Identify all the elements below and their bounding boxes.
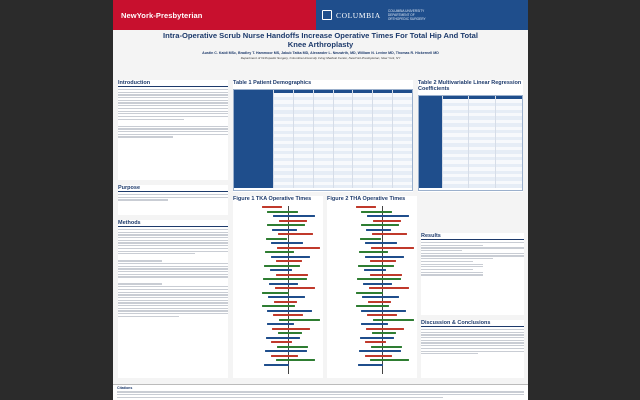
plot-bar	[365, 355, 393, 357]
plot-bar	[277, 247, 320, 249]
plot-bar	[269, 283, 299, 285]
plot-bar	[371, 247, 414, 249]
university-name: COLUMBIA	[336, 10, 381, 20]
plot-bar	[278, 332, 302, 334]
plot-bar	[361, 323, 388, 325]
plot-bar	[372, 332, 396, 334]
plot-bar	[357, 278, 400, 280]
affiliation: Department of Orthopedic Surgery, Columbia University Irving Medical Center, NewYork-Presbyterian, New York, NY	[240, 56, 401, 60]
plot-bar	[263, 278, 306, 280]
table2-title: Table 2 Multivariable Linear Regression Coefficients	[418, 80, 522, 92]
results-heading: Results	[421, 233, 524, 240]
plot-bar	[359, 350, 401, 352]
plot-bar	[356, 292, 382, 294]
plot-bar	[262, 206, 283, 208]
figure1-forest-plot	[237, 206, 319, 374]
plot-bar	[358, 364, 383, 366]
plot-bar	[371, 346, 402, 348]
citations-panel	[113, 384, 528, 400]
plot-bar	[270, 269, 292, 271]
table-row	[234, 185, 412, 188]
table1-panel	[233, 80, 413, 192]
table-row	[419, 184, 522, 187]
plot-bar	[262, 292, 288, 294]
plot-bar	[365, 256, 404, 258]
plot-bar	[271, 242, 303, 244]
plot-bar	[370, 260, 395, 262]
plot-bar	[356, 206, 377, 208]
plot-bar	[356, 305, 390, 307]
plot-bar	[360, 238, 381, 240]
plot-bar	[272, 229, 297, 231]
methods-heading: Methods	[118, 220, 228, 227]
plot-bar	[266, 238, 287, 240]
plot-bar	[361, 211, 392, 213]
plot-bar	[364, 269, 386, 271]
plot-bar	[366, 229, 391, 231]
plot-bar	[363, 283, 393, 285]
results-panel	[421, 233, 524, 315]
plot-bar	[279, 319, 320, 321]
plot-bar	[264, 265, 300, 267]
plot-bar	[373, 220, 401, 222]
plot-bar	[271, 341, 292, 343]
plot-bar	[276, 260, 301, 262]
poster-title: Intra-Operative Scrub Nurse Handoffs Increase Operative Times For Total Hip And Total Knee Arthroplasty	[163, 31, 478, 49]
citations-heading: Citations	[117, 386, 133, 390]
methods-panel	[118, 220, 228, 378]
plot-bar	[272, 328, 310, 330]
title-block	[113, 31, 528, 60]
discussion-panel	[421, 320, 524, 378]
plot-bar	[279, 220, 307, 222]
plot-bar	[367, 314, 397, 316]
plot-bar	[360, 337, 394, 339]
author-list: Austin C. Kaidi MSc, Bradley T. Hammoor MS, Jakub Tatka MD, Alexander L. Neuwirth, MD, William N. Levine MD, Thomas R. Hickernell MD	[202, 51, 439, 55]
introduction-heading: Introduction	[118, 80, 228, 87]
plot-bar	[367, 215, 409, 217]
discussion-heading: Discussion & Conclusions	[421, 320, 524, 327]
plot-bar	[277, 346, 308, 348]
plot-bar	[369, 287, 409, 289]
header-banner	[113, 0, 528, 30]
plot-bar	[372, 233, 407, 235]
poster	[113, 0, 528, 400]
table1-title: Table 1 Patient Demographics	[233, 80, 312, 86]
figure2-panel	[327, 196, 417, 378]
hospital-logo	[113, 0, 316, 30]
plot-bar	[370, 274, 403, 276]
hospital-name: NewYork-Presbyterian	[121, 10, 203, 20]
plot-bar	[365, 242, 397, 244]
introduction-panel	[118, 80, 228, 180]
figure1-panel	[233, 196, 323, 378]
plot-bar	[276, 359, 315, 361]
plot-bar	[362, 296, 399, 298]
plot-bar	[359, 251, 388, 253]
university-logo	[316, 0, 528, 30]
table2-panel	[418, 80, 523, 192]
plot-bar	[262, 305, 296, 307]
purpose-heading: Purpose	[118, 185, 228, 192]
plot-bar	[267, 323, 294, 325]
plot-bar	[273, 314, 303, 316]
figure2-title: Figure 2 THA Operative Times	[327, 196, 406, 202]
plot-bar	[276, 274, 309, 276]
department-name: COLUMBIA UNIVERSITY DEPARTMENT OF ORTHOPEDIC SURGERY	[387, 9, 426, 21]
plot-bar	[271, 355, 299, 357]
plot-bar	[265, 251, 294, 253]
plot-bar	[268, 296, 305, 298]
figure2-forest-plot	[331, 206, 413, 374]
plot-bar	[361, 224, 400, 226]
reference-line	[382, 206, 383, 374]
plot-bar	[361, 310, 405, 312]
plot-bar	[275, 287, 315, 289]
plot-bar	[366, 328, 404, 330]
table2-grid	[418, 95, 523, 191]
plot-bar	[267, 224, 306, 226]
plot-bar	[267, 310, 311, 312]
plot-bar	[271, 256, 310, 258]
reference-line	[288, 206, 289, 374]
purpose-panel	[118, 185, 228, 215]
plot-bar	[274, 301, 297, 303]
crown-icon	[322, 10, 332, 20]
plot-bar	[365, 341, 386, 343]
plot-bar	[265, 350, 307, 352]
plot-bar	[373, 319, 414, 321]
plot-bar	[370, 359, 409, 361]
plot-bar	[266, 337, 300, 339]
plot-bar	[264, 364, 289, 366]
plot-bar	[368, 301, 391, 303]
plot-bar	[273, 215, 315, 217]
plot-bar	[267, 211, 298, 213]
table1-grid	[233, 89, 413, 191]
figure1-title: Figure 1 TKA Operative Times	[233, 196, 312, 202]
plot-bar	[358, 265, 394, 267]
plot-bar	[278, 233, 313, 235]
